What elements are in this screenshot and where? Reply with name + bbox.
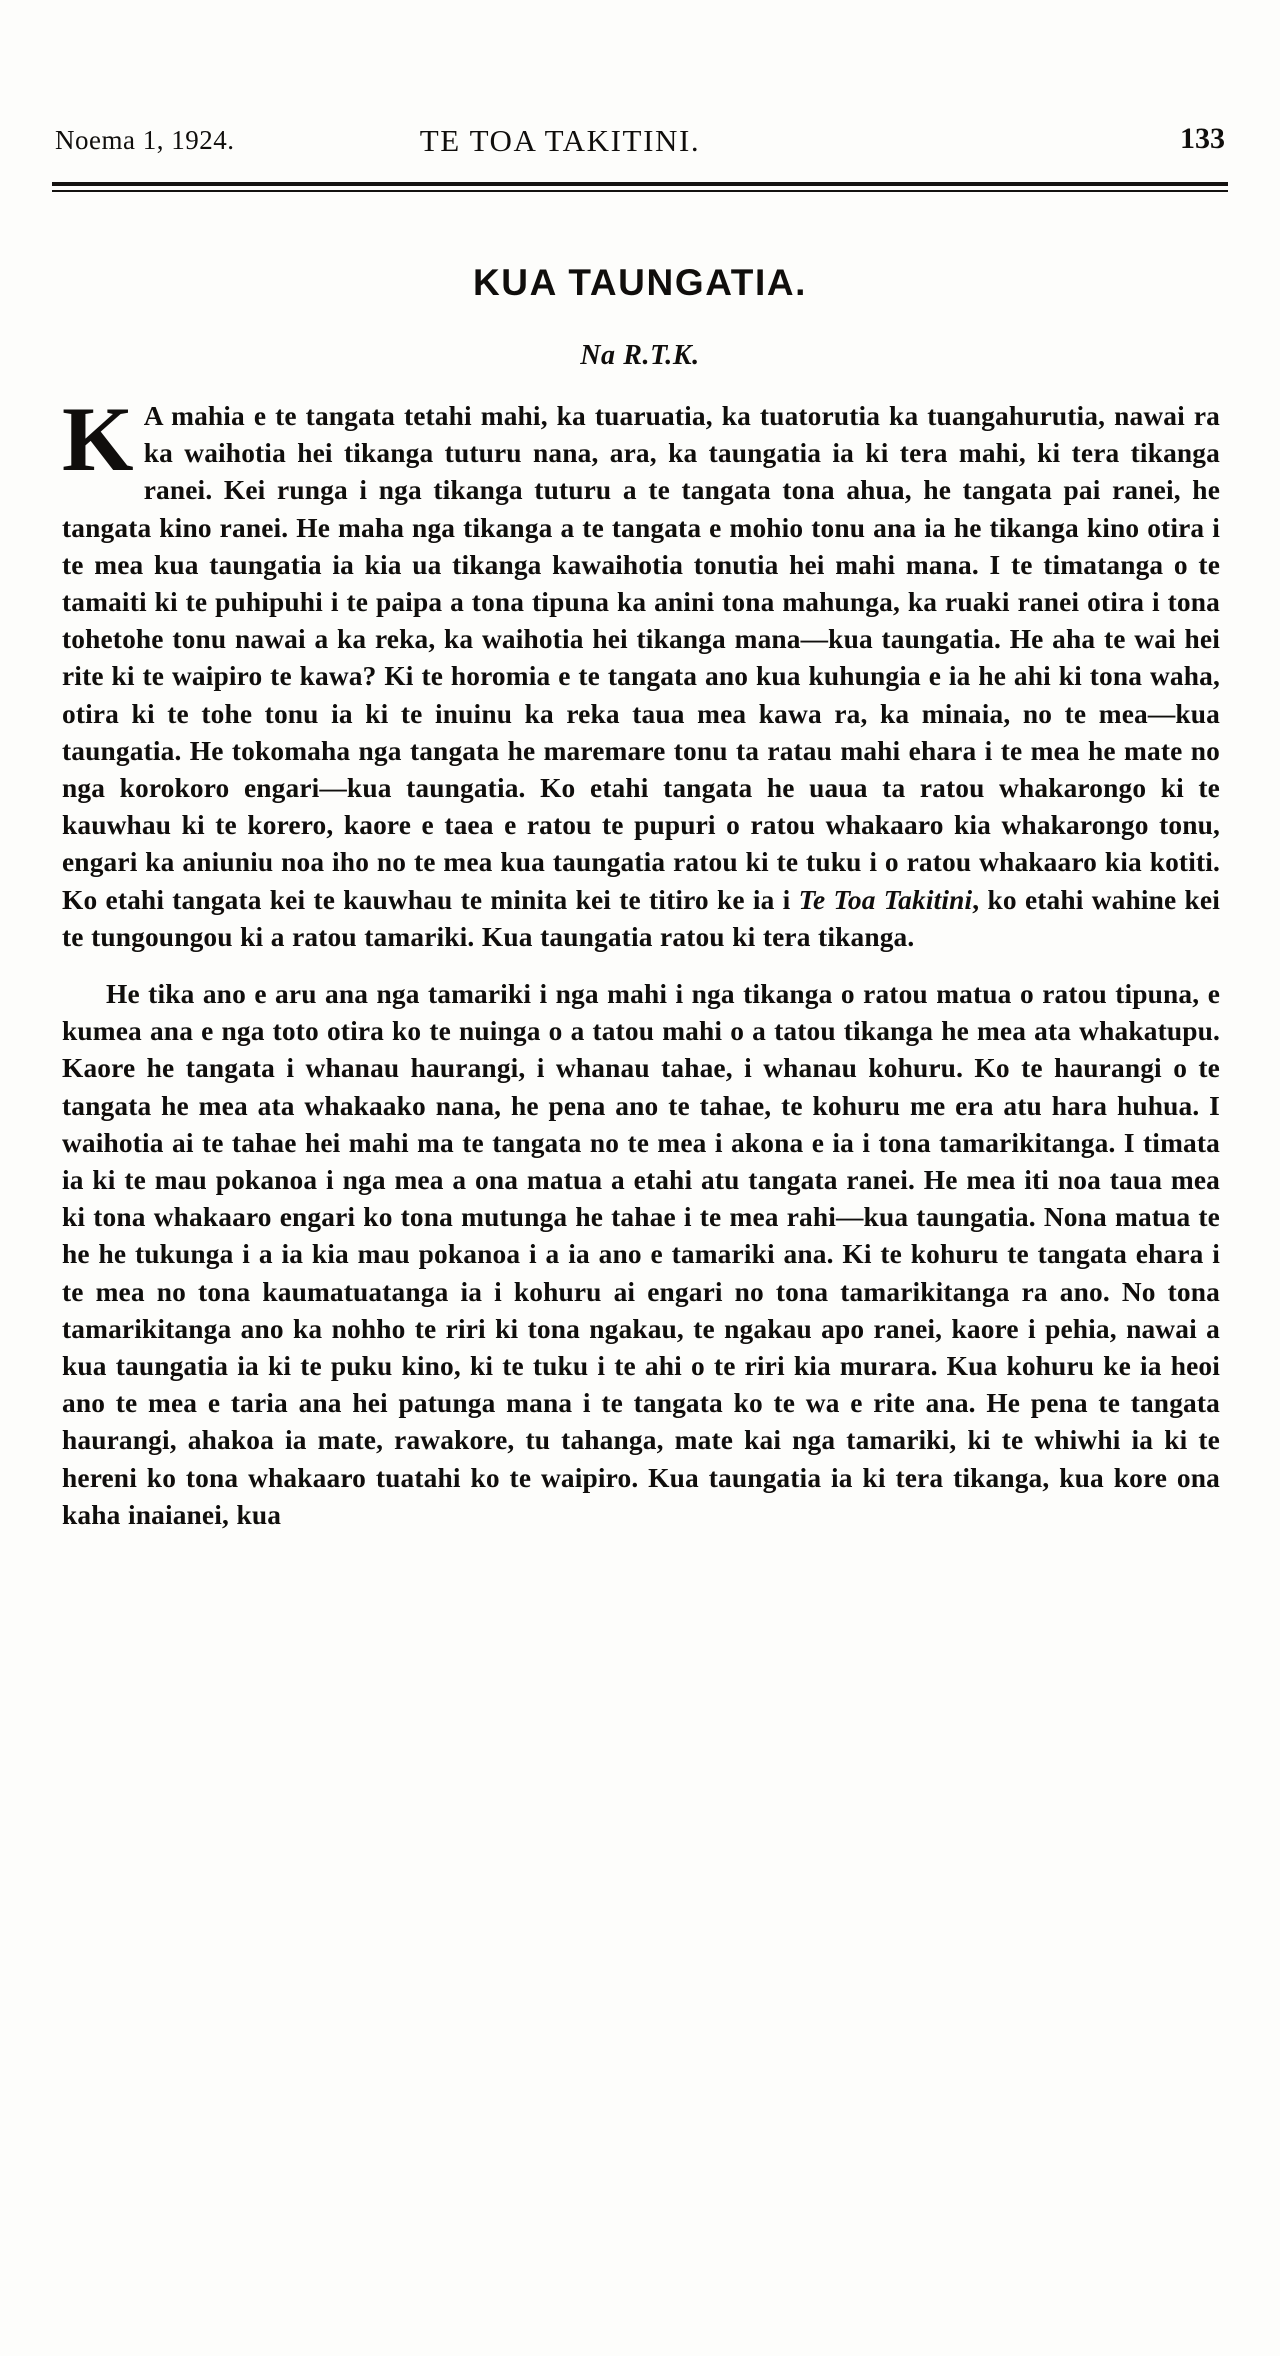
running-head-journal-title: TE TOA TAKITINI.	[419, 123, 701, 158]
header-rule-thin	[52, 190, 1228, 192]
drop-cap: K	[62, 388, 134, 490]
header-rule-thick	[52, 182, 1228, 186]
article-title: KUA TAUNGATIA.	[472, 262, 808, 303]
paragraph-1	[62, 388, 1220, 956]
paragraph-2: He tika ano e aru ana nga tamariki i nga mahi i nga tikanga o ratou matua o ratou tipuna, e kumea ana e nga toto otira ko te nuinga o a tatou mahi o a tatou tikanga he mea ata whakatupu. Kaore he tangata i whanau haurangi, i whanau tahae, i whanau kohuru. Ko te haurangi o te tangata he mea ata whakaako nana, he pena ano te tahae, te kohuru me era atu hara huhua. I waihotia ai te tahae hei mahi ma te tangata no te mea i akona e ia i tona tamarikitanga. I timata ia ki te mau pokanoa i nga mea a ona matua a etahi atu tangata ranei. He mea iti noa taua mea ki tona whakaaro engari ko tona mutunga he tahae i te mea rahi—kua taungatia. Nona matua te he he tukunga i a ia kia mau pokanoa i a ia ano e tamariki ana. Ki te kohuru te tangata ehara i te mea no tona kaumatuatanga ia i kohuru ai engari no tona tamarikitanga ra ano. No tona tamarikitanga ano ka nohho te riri ki tona ngakau, te ngakau apo ranei, kaore i pehia, nawai a kua taungatia ia ki te puku kino, ki te tuku i te ahi o te riri kia murara. Kua kohuru ke ia heoi ano te mea e taria ana hei patunga mana i te tangata ko te wa e rite ana. He pena te tangata haurangi, ahakoa ia mate, rawakore, tu tahanga, mate kai nga tamariki, ki te whiwhi ia ki te hereni ko tona whakaaro tuatahi ko te waipiro. Kua taungatia ia ki tera tikanga, kua kore ona kaha inaianei, kua	[62, 979, 1220, 1530]
journal-title-mention: Te Toa Takitini	[798, 884, 973, 915]
running-head-date: Noema 1, 1924.	[55, 125, 235, 155]
paragraph-1-text: A mahia e te tangata tetahi mahi, ka tuaruatia, ka tuatorutia ka tuangahurutia, nawai ra ka waihotia hei tikanga tuturu nana, ara, ka taungatia ia ki tera mahi, ki tera tikanga ranei. Kei runga i nga tikanga tuturu a te tangata tona ahua, he tangata pai ranei, he tangata kino ranei. He maha nga tikanga a te tangata e mohio tonu ana ia he tikanga kino otira i te mea kua taungatia ia kia ua tikanga kawaihotia tonutia hei mahi mana. I te timatanga o te tamaiti ki te puhipuhi i te paipa a tona tipuna ka anini tona mahunga, ka ruaki ranei otira i tona tohetohe tonu nawai a ka reka, ka waihotia hei tikanga mana—kua taungatia. He aha te wai hei rite ki te waipiro te kawa? Ki te horomia e te tangata ano kua kuhungia e ia he ahi ki tona waha, otira ki te tohe tonu ia ki te inuinu ka reka taua mea kawa ra, ka minaia, no te mea—kua taungatia. He tokomaha nga tangata he maremare tonu ta ratau mahi ehara i te mea he mate no nga korokoro engari—kua taungatia. Ko etahi tangata he uaua ta ratou whakarongo ki te kauwhau ki te korero, kaore e taea e ratou te pupuri o ratou whakaaro kia whakarongo tonu, engari ka aniuniu noa iho no te mea kua taungatia ratou ki te tuku i o ratou whakaaro kia kotiti. Ko etahi tangata kei te kauwhau te minita kei te titiro ke ia i	[62, 401, 1220, 915]
article-body	[62, 388, 1220, 1534]
paragraph-1-text-tail: , ko etahi wahine kei te tungoungou ki a ratou tamariki. Kua taungatia ratou ki tera tikanga.	[62, 884, 1220, 952]
article-byline: Na R.T.K.	[580, 340, 700, 371]
running-head	[55, 122, 1225, 171]
page-number: 133	[1180, 122, 1225, 155]
